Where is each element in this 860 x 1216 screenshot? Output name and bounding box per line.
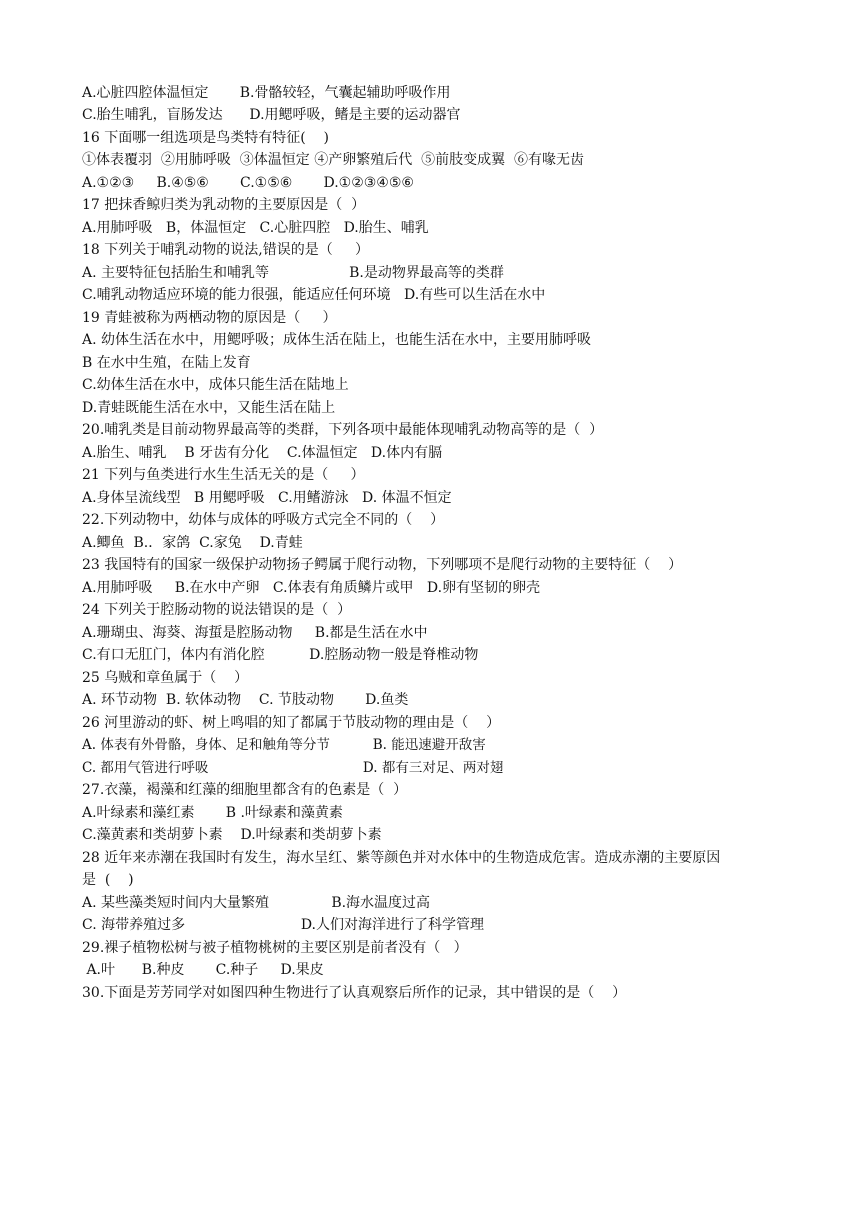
option-line: C.有口无肛门，体内有消化腔 D.腔肠动物一般是脊椎动物 [82, 647, 479, 663]
question-30: 30.下面是芳芳同学对如图四种生物进行了认真观察后所作的记录，其中错误的是（ ） [82, 985, 627, 1001]
option-line: A.胎生、哺乳 B 牙齿有分化 C.体温恒定 D.体内有膈 [82, 445, 443, 461]
question-24: 24 下列关于腔肠动物的说法错误的是（ ） [82, 602, 352, 618]
option-line: A. 主要特征包括胎生和哺乳等 B.是动物界最高等的类群 [82, 265, 504, 281]
feature-list: ①体表覆羽 ②用肺呼吸 ③体温恒定 ④产卵繁殖后代 ⑤前肢变成翼 ⑥有喙无齿 [82, 152, 585, 168]
option-line: A. 体表有外骨骼，身体、足和触角等分节 B. 能迅速避开敌害 [82, 737, 486, 753]
option-line: A.用肺呼吸 B.在水中产卵 C.体表有角质鳞片或甲 D.卵有坚韧的卵壳 [82, 580, 541, 596]
option-line: D.青蛙既能生活在水中，又能生活在陆上 [82, 400, 336, 416]
question-27: 27.衣藻，褐藻和红藻的细胞里都含有的色素是（ ） [82, 782, 408, 798]
option-line: B 在水中生殖，在陆上发育 [82, 355, 251, 371]
option-line: C.幼体生活在水中，成体只能生活在陆地上 [82, 377, 349, 393]
question-26: 26 河里游动的虾、树上鸣唱的知了都属于节肢动物的理由是（ ） [82, 715, 501, 731]
question-20: 20.哺乳类是目前动物界最高等的类群，下列各项中最能体现哺乳动物高等的是（ ） [82, 422, 604, 438]
option-line: A.珊瑚虫、海葵、海蜇是腔肠动物 B.都是生活在水中 [82, 625, 428, 641]
option-line: A. 环节动物 B. 软体动物 C. 节肢动物 D.鱼类 [82, 692, 409, 708]
option-line: A. 幼体生活在水中，用鳃呼吸；成体生活在陆上，也能生活在水中，主要用肺呼吸 [82, 332, 592, 348]
option-line: C. 海带养殖过多 D.人们对海洋进行了科学管理 [82, 917, 484, 933]
option-line: A.鲫鱼 B.．家鸽 C.家兔 D.青蛙 [82, 535, 303, 551]
question-25: 25 乌贼和章鱼属于（ ） [82, 670, 249, 686]
option-line: A.①②③ B.④⑤⑥ C.①⑤⑥ D.①②③④⑤⑥ [82, 175, 414, 191]
question-28-continued: 是 ( ) [82, 872, 134, 888]
question-22: 22.下列动物中，幼体与成体的呼吸方式完全不同的（ ） [82, 512, 445, 528]
option-line: C. 都用气管进行呼吸 D. 都有三对足、两对翅 [82, 760, 504, 776]
question-23: 23 我国特有的国家一级保护动物扬子鳄属于爬行动物，下列哪项不是爬行动物的主要特征（ ） [82, 557, 683, 573]
option-line: A.心脏四腔体温恒定 B.骨骼较轻，气囊起辅助呼吸作用 [82, 85, 451, 101]
question-29: 29.裸子植物松树与被子植物桃树的主要区别是前者没有（ ） [82, 940, 468, 956]
question-17: 17 把抹香鲸归类为乳动物的主要原因是（ ） [82, 197, 366, 213]
option-line: C.哺乳动物适应环境的能力很强，能适应任何环境 D.有些可以生活在水中 [82, 287, 546, 303]
question-18: 18 下列关于哺乳动物的说法,错误的是（ ） [82, 242, 369, 258]
option-line: C.藻黄素和类胡萝卜素 D.叶绿素和类胡萝卜素 [82, 827, 382, 843]
option-line: A.叶 B.种皮 C.种子 D.果皮 [82, 962, 324, 978]
question-28: 28 近年来赤潮在我国时有发生，海水呈红、紫等颜色并对水体中的生物造成危害。造成赤潮的主要原因 [82, 850, 721, 866]
question-21: 21 下列与鱼类进行水生生活无关的是（ ） [82, 467, 365, 483]
option-line: A. 某些藻类短时间内大量繁殖 B.海水温度过高 [82, 895, 431, 911]
option-line: A.叶绿素和藻红素 B .叶绿素和藻黄素 [82, 805, 343, 821]
option-line: C.胎生哺乳，盲肠发达 D.用鳃呼吸，鳍是主要的运动器官 [82, 107, 461, 123]
question-16: 16 下面哪一组选项是鸟类特有特征( ) [82, 130, 329, 146]
option-line: A.用肺呼吸 B，体温恒定 C.心脏四腔 D.胎生、哺乳 [82, 220, 429, 236]
question-19: 19 青蛙被称为两栖动物的原因是（ ） [82, 310, 337, 326]
option-line: A.身体呈流线型 B 用鳃呼吸 C.用鳍游泳 D. 体温不恒定 [82, 490, 452, 506]
